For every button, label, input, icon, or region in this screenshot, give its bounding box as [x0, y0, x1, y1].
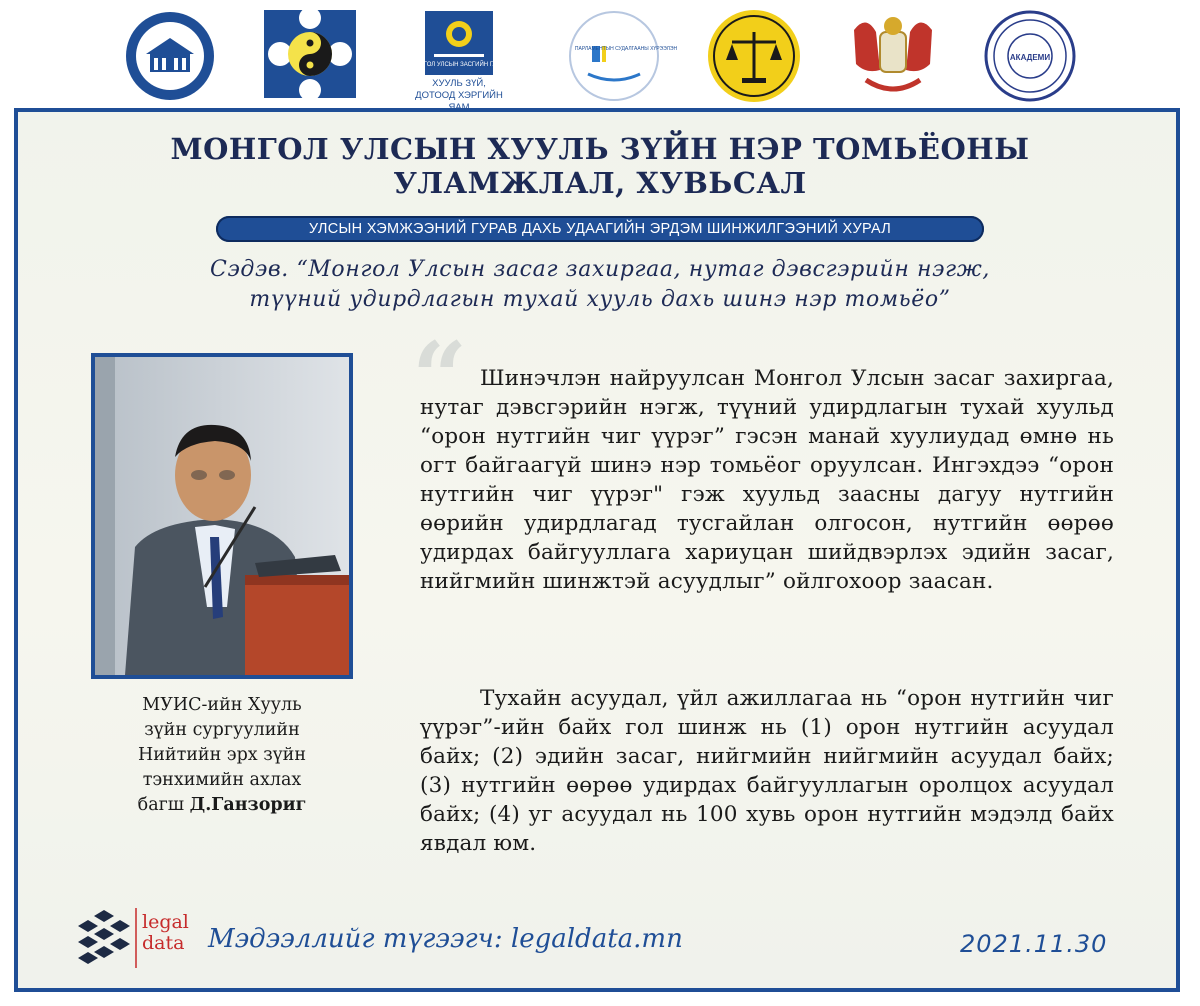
topic-line1: Сэдэв. “Монгол Улсын засаг захиргаа, нутаг дэвсгэрийн нэгж,	[210, 257, 990, 282]
quote-paragraph-2: Тухайн асуудал, үйл ажиллагаа нь “орон нутгийн чиг үүрэг”-ийн байх гол шинж нь (1) орон нутгийн асуудал байх; (2) эдийн засаг, нийгмийн нийгмийн асуудал байх; (3) нутгийн өөрөө удирдах байгууллагын оролцох асуудал байх; (4) уг асуудал нь 100 хувь орон нутгийн мэдэлд байх явдал юм.	[420, 686, 1114, 856]
page-title-line1: МОНГОЛ УЛСЫН ХУУЛЬ ЗҮЙН НЭР ТОМЬЁОНЫ	[170, 132, 1030, 166]
brand-line: data	[142, 932, 185, 954]
topic-line2: түүний удирдлагын тухай хууль дахь шинэ нэр томьёо”	[249, 287, 951, 312]
legaldata-brand	[142, 912, 189, 954]
source-link[interactable]: legaldata.mn	[510, 924, 683, 954]
mongolian-government-emblem	[398, 10, 520, 102]
ministry-caption: ХУУЛЬ ЗҮЙ, ДОТООД ХЭРГИЙН	[415, 78, 503, 101]
publish-date: 2021.11.30	[960, 930, 1108, 958]
legaldata-logo	[74, 906, 194, 974]
brand-line: legal	[142, 911, 189, 933]
speaker-caption	[92, 693, 352, 818]
svg-text:ПАРЛАМЕНТЫН СУДАЛГААНЫ ХҮРЭЭЛЭ: ПАРЛАМЕНТЫН СУДАЛГААНЫ ХҮРЭЭЛЭН	[574, 46, 678, 52]
scales-of-justice-icon	[706, 8, 802, 104]
academy-seal-icon	[984, 10, 1076, 102]
mongolian-government-emblem-icon	[409, 10, 509, 76]
svg-text:МОНГОЛ УЛСЫН ЗАСГИЙН ГАЗАР: МОНГОЛ УЛСЫН ЗАСГИЙН ГАЗАР	[409, 62, 509, 68]
yin-yang-puzzle-icon	[264, 10, 356, 98]
parliament-library-icon	[568, 10, 678, 102]
caption-line: зүйн сургуулийн	[144, 720, 300, 740]
caption-line: тэнхимийн ахлах	[142, 770, 302, 790]
coat-of-arms-icon	[846, 10, 940, 102]
svg-text:АКАДЕМИ: АКАДЕМИ	[1009, 53, 1051, 62]
source-label: Мэдээллийг түгээгч:	[208, 924, 503, 954]
speaker-photo	[91, 353, 353, 679]
caption-line: Нийтийн эрх зүйн	[137, 745, 307, 765]
quote-mark-icon: “	[412, 321, 468, 434]
speaker-photo-image	[95, 357, 349, 675]
partner-logos	[0, 0, 1200, 108]
conference-badge: УЛСЫН ХЭМЖЭЭНИЙ ГУРАВ ДАХЬ УДААГИЙН ЭРДЭМ ШИНЖИЛГЭЭНИЙ ХУРАЛ	[216, 216, 984, 242]
caption-line: МУИС-ийн Хууль	[142, 695, 302, 715]
source-line	[208, 924, 683, 954]
speaker-name: Д.Ганзориг	[189, 795, 307, 815]
caption-title: багш	[137, 795, 185, 815]
university-seal-icon	[124, 10, 216, 102]
caption-line	[92, 793, 352, 818]
quote-paragraph-1: Шинэчлэн найруулсан Монгол Улсын засаг захиргаа, нутаг дэвсгэрийн нэгж, түүний удирдлагын тухай хуульд “орон нутгийн чиг үүрэг” гэсэн манай хуулиудад өмнө нь огт байгаагүй шинэ нэр томьёог оруулсан. Ингэхдээ “орон нутгийн чиг үүрэг" гэж хуульд заасны дагуу нутгийн өөрийн удирдлагад тусгайлан олгосон, нутгийн өөрөө удирдах байгууллага хариуцан шийдвэрлэх эдийн засаг, нийгмийн шинжтэй асуудлыг” ойлгохоор заасан.	[420, 366, 1114, 594]
page-title-line2: УЛАМЖЛАЛ, ХУВЬСАЛ	[393, 166, 807, 200]
